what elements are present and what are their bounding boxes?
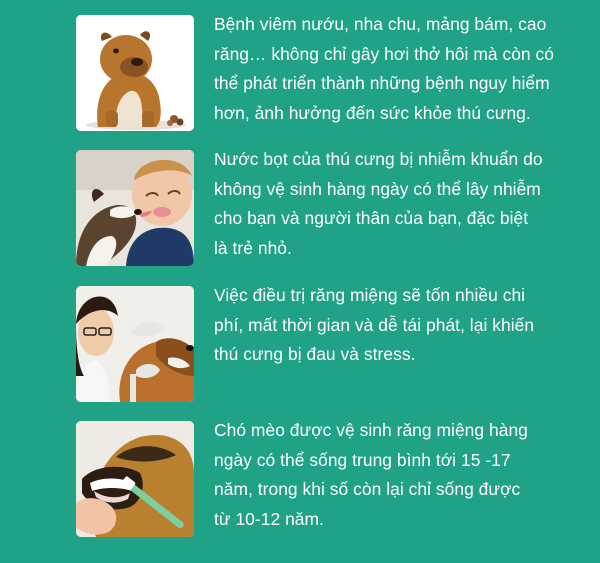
- text-line: hơn, ảnh hưởng đến sức khỏe thú cưng.: [214, 102, 531, 123]
- bulldog-photo-icon: [76, 15, 194, 131]
- text-line: Bệnh viêm nướu, nha chu, mảng bám, cao: [214, 14, 547, 34]
- info-text-4: [214, 416, 544, 534]
- text-line: không vệ sinh hàng ngày có thể lây nhiễm: [214, 178, 541, 199]
- dog-teeth-brushing-photo-icon: [76, 421, 194, 537]
- text-line: cho bạn và người thân của bạn, đặc biệt: [214, 208, 529, 228]
- child-with-dog-photo-icon: [76, 150, 194, 266]
- text-line: thú cưng bị đau và stress.: [214, 344, 416, 364]
- text-line: là trẻ nhỏ.: [214, 237, 292, 258]
- text-line: ngày có thể sống trung bình tới 15 -17: [214, 449, 511, 470]
- vet-examining-dog-photo-icon: [76, 286, 194, 402]
- text-line: phí, mất thời gian và dễ tái phát, lại khiến: [214, 314, 535, 335]
- text-line: Việc điều trị răng miệng sẽ tốn nhiều chi: [214, 285, 526, 305]
- text-line: thể phát triển thành những bệnh nguy hiểm: [214, 73, 550, 93]
- text-line: răng… không chỉ gây hơi thở hôi mà còn có: [214, 43, 555, 64]
- text-line: năm, trong khi số còn lại chỉ sống được: [214, 479, 521, 499]
- text-line: Chó mèo được vệ sinh răng miệng hàng: [214, 420, 528, 440]
- info-text-1: [214, 10, 555, 128]
- info-text-2: [214, 145, 544, 263]
- info-text-3: [214, 281, 544, 370]
- text-line: Nước bọt của thú cưng bị nhiễm khuẩn do: [214, 149, 543, 169]
- text-line: từ 10-12 năm.: [214, 508, 324, 529]
